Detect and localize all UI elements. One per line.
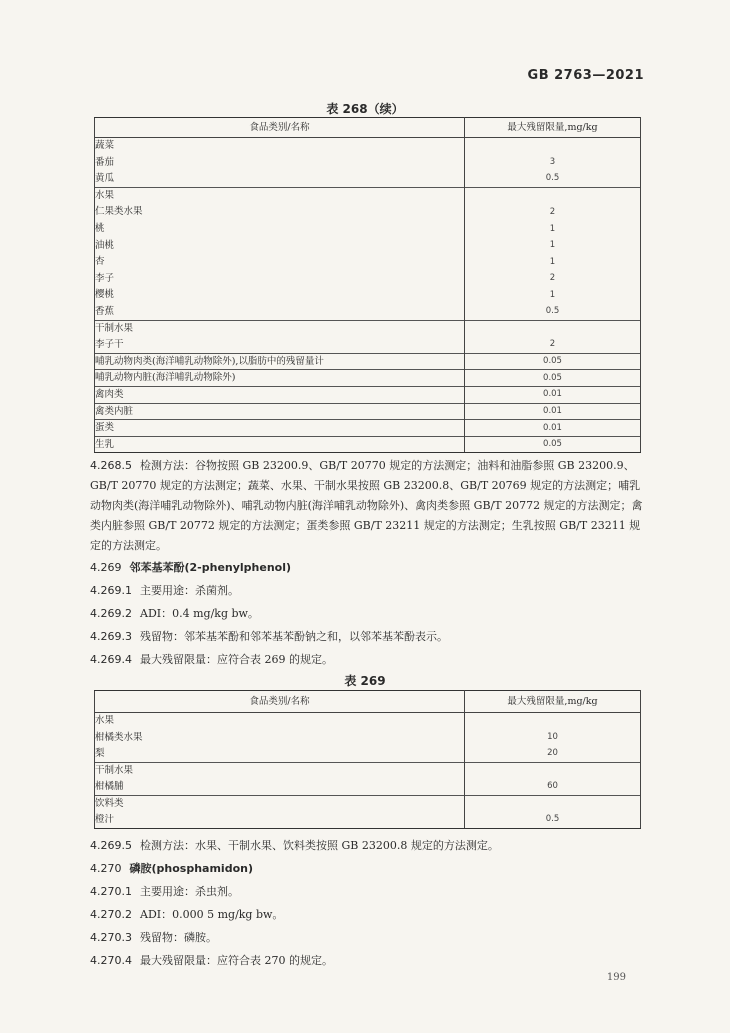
limit-value-cell: 20 [465,746,641,763]
table-row [95,171,641,188]
food-name-cell: 禽肉类 [95,386,465,403]
limit-value-cell [465,795,641,812]
table-row [95,154,641,171]
limit-value-cell: 0.05 [465,353,641,370]
clause-number: 4.269.4 [90,653,132,666]
table-row [95,187,641,204]
clause-number: 4.269.1 [90,584,132,597]
clause-text: 主要用途：杀菌剂。 [140,584,239,597]
table-row [95,812,641,829]
table-row [95,220,641,237]
limit-value-cell: 0.5 [465,812,641,829]
clause-text: 磷胺(phosphamidon) [129,862,253,875]
table-row [95,270,641,287]
limit-value-cell [465,187,641,204]
clause-4-270-1 [90,882,650,902]
limit-value-cell: 1 [465,287,641,304]
clause-4-269-4 [90,650,650,670]
clause-text: 检测方法：谷物按照 GB 23200.9、GB/T 20770 规定的方法测定；油料和油脂参照 GB 23200.9、GB/T 20770 规定的方法测定；蔬菜、水果、干制水果按照 GB 23200.8、GB/T 20769 规定的方法测定；哺乳动物肉类(海洋哺乳动物除外)、哺乳动物内脏(海洋哺乳动物除外)、禽肉类参照 GB/T 20772 规定的方法测定；禽类内脏参照 GB/T 20772 规定的方法测定；蛋类参照 GB/T 23211 规定的方法测定；生乳按照 GB/T 23211 规定的方法测定。 [90,459,643,552]
food-name-cell: 橙汁 [95,812,465,829]
clause-4-270 [90,859,650,879]
clause-text: 残留物：磷胺。 [140,931,217,944]
food-name-cell: 番茄 [95,154,465,171]
food-name-cell: 柑橘脯 [95,779,465,796]
doc-code: GB 2763—2021 [527,68,644,83]
clause-number: 4.270.2 [90,908,132,921]
table-268 [94,117,641,453]
table-row [95,303,641,320]
limit-value-cell: 0.01 [465,420,641,437]
food-name-cell: 干制水果 [95,762,465,779]
food-name-cell: 李子 [95,270,465,287]
food-name-cell: 蛋类 [95,420,465,437]
col-header-name: 食品类别/名称 [95,118,465,138]
food-name-cell: 香蕉 [95,303,465,320]
table-row [95,237,641,254]
food-name-cell: 干制水果 [95,320,465,337]
clause-text: ADI：0.000 5 mg/kg bw。 [140,908,284,921]
table-row [95,713,641,730]
limit-value-cell [465,762,641,779]
table-row [95,353,641,370]
limit-value-cell: 1 [465,220,641,237]
limit-value-cell: 1 [465,254,641,271]
limit-value-cell: 1 [465,237,641,254]
food-name-cell: 水果 [95,187,465,204]
food-name-cell: 饮料类 [95,795,465,812]
food-name-cell: 柑橘类水果 [95,729,465,746]
table-row [95,403,641,420]
clause-number: 4.270.1 [90,885,132,898]
food-name-cell: 桃 [95,220,465,237]
table-row [95,779,641,796]
col-header-limit: 最大残留限量,mg/kg [465,118,641,138]
table-row [95,204,641,221]
limit-value-cell: 10 [465,729,641,746]
clause-4-270-3 [90,928,650,948]
clause-number: 4.269.3 [90,630,132,643]
table-269-title: 表 269 [344,674,386,688]
food-name-cell: 油桃 [95,237,465,254]
clause-text: 最大残留限量：应符合表 270 的规定。 [140,954,333,967]
table-row [95,337,641,354]
clause-4-269-5 [90,836,650,856]
clause-text: ADI：0.4 mg/kg bw。 [140,607,259,620]
table-row [95,436,641,453]
food-name-cell: 哺乳动物内脏(海洋哺乳动物除外) [95,370,465,387]
food-name-cell: 樱桃 [95,287,465,304]
col-header-limit: 最大残留限量,mg/kg [465,691,641,713]
limit-value-cell: 0.5 [465,171,641,188]
limit-value-cell: 2 [465,337,641,354]
food-name-cell: 仁果类水果 [95,204,465,221]
clause-number: 4.270 [90,862,122,875]
table-268-title: 表 268（续） [326,102,404,116]
limit-value-cell [465,320,641,337]
clause-number: 4.269 [90,561,122,574]
clause-number: 4.268.5 [90,459,132,472]
limit-value-cell: 2 [465,270,641,287]
limit-value-cell: 0.01 [465,403,641,420]
col-header-name: 食品类别/名称 [95,691,465,713]
limit-value-cell: 2 [465,204,641,221]
clause-4-268-5 [90,456,650,556]
clause-number: 4.269.2 [90,607,132,620]
clause-number: 4.270.3 [90,931,132,944]
table-row [95,370,641,387]
clause-text: 最大残留限量：应符合表 269 的规定。 [140,653,333,666]
table-row [95,320,641,337]
food-name-cell: 水果 [95,713,465,730]
clause-4-270-4 [90,951,650,971]
table-row [95,795,641,812]
limit-value-cell: 0.05 [465,436,641,453]
clause-number: 4.270.4 [90,954,132,967]
food-name-cell: 生乳 [95,436,465,453]
table-row [95,287,641,304]
food-name-cell: 李子干 [95,337,465,354]
table-row [95,254,641,271]
table-row [95,138,641,155]
limit-value-cell: 3 [465,154,641,171]
clause-4-269-3 [90,627,650,647]
clause-text: 邻苯基苯酚(2-phenylphenol) [129,561,292,574]
clause-text: 主要用途：杀虫剂。 [140,885,239,898]
food-name-cell: 杏 [95,254,465,271]
clause-4-270-2 [90,905,650,925]
table-row [95,386,641,403]
limit-value-cell [465,713,641,730]
page-number: 199 [606,972,626,983]
limit-value-cell: 0.05 [465,370,641,387]
table-row [95,420,641,437]
limit-value-cell: 0.01 [465,386,641,403]
food-name-cell: 黄瓜 [95,171,465,188]
food-name-cell: 梨 [95,746,465,763]
clause-text: 检测方法：水果、干制水果、饮料类按照 GB 23200.8 规定的方法测定。 [140,839,499,852]
food-name-cell: 哺乳动物肉类(海洋哺乳动物除外),以脂肪中的残留量计 [95,353,465,370]
limit-value-cell [465,138,641,155]
limit-value-cell: 60 [465,779,641,796]
food-name-cell: 禽类内脏 [95,403,465,420]
clause-4-269-1 [90,581,650,601]
table-269 [94,690,641,829]
food-name-cell: 蔬菜 [95,138,465,155]
clause-4-269-2 [90,604,650,624]
clause-4-269 [90,558,650,578]
table-row [95,729,641,746]
table-row [95,746,641,763]
limit-value-cell: 0.5 [465,303,641,320]
clause-number: 4.269.5 [90,839,132,852]
clause-text: 残留物：邻苯基苯酚和邻苯基苯酚钠之和，以邻苯基苯酚表示。 [140,630,448,643]
table-row [95,762,641,779]
